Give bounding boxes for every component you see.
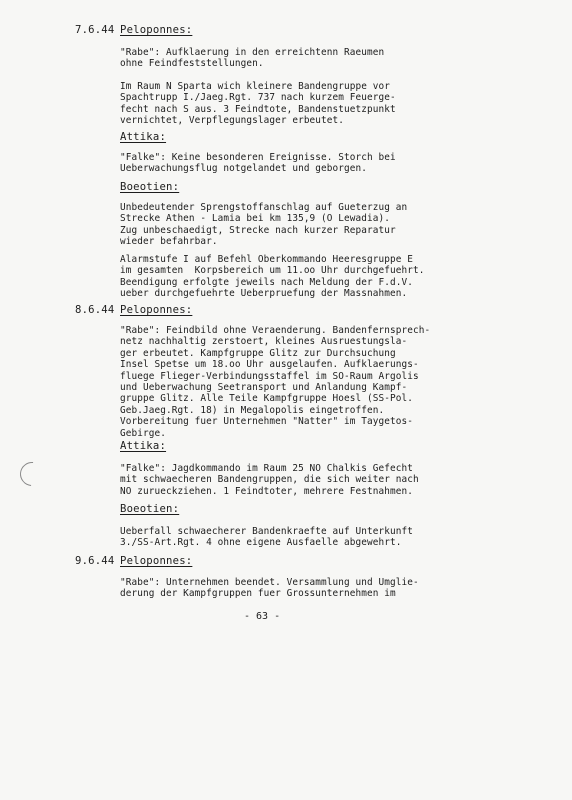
paragraph: "Falke": Jagdkommando im Raum 25 NO Chalkis Gefecht mit schwaecheren Bandengruppen, die sich weiter nach NO zurueckziehen. 1 Feindtoter, mehrere Festnahmen. [120,463,419,497]
section-heading-peloponnes: Peloponnes: [120,555,193,567]
paragraph: "Falke": Keine besonderen Ereignisse. Storch bei Ueberwachungsflug notgelandet und geborgen. [120,152,396,175]
page-number: - 63 - [244,611,281,622]
paragraph: Im Raum N Sparta wich kleinere Bandengruppe vor Spachtrupp I./Jaeg.Rgt. 737 nach kurzem Feuerge- fecht nach S aus. 3 Feindtote, Bandenstuetzpunkt vernichtet, Verpflegungslager erbeutet. [120,81,396,127]
paragraph: Alarmstufe I auf Befehl Oberkommando Heeresgruppe E im gesamten Korpsbereich um 11.oo Uhr durchgefuehrt. Beendigung erfolgte jeweils nach Meldung der F.d.V. ueber durchgefuehrte Ueberpruefung der Massnahmen. [120,254,425,300]
punch-hole-mark [15,457,49,491]
paragraph: "Rabe": Feindbild ohne Veraenderung. Bandenfernsprech- netz nachhaltig zerstoert, kleines Ausruestungsla- ger erbeutet. Kampfgruppe Glitz zur Durchsuchung Insel Spetse um 18.oo Uhr ausgelaufen. Aufklaerungs- fluege Flieger-Verbindungsstaffel im SO-Raum Argolis und Ueberwachung Seetransport und Anlandung Kampf- gruppe Glitz. Alle Teile Kampfgruppe Hoesl (SS-Pol. Geb.Jaeg.Rgt. 18) in Megalopolis eingetroffen. Vorbereitung fuer Unternehmen "Natter" im Taygetos- Gebirge. [120,325,431,439]
section-heading-peloponnes: Peloponnes: [120,304,193,316]
entry-date: 8.6.44 [75,304,115,316]
paragraph: Ueberfall schwaecherer Bandenkraefte auf Unterkunft 3./SS-Art.Rgt. 4 ohne eigene Ausfaelle abgewehrt. [120,526,413,549]
section-heading-attika: Attika: [120,131,167,143]
paragraph: Unbedeutender Sprengstoffanschlag auf Gueterzug an Strecke Athen - Lamia bei km 135,9 (O Lewadia). Zug unbeschaedigt, Strecke nach kurzer Reparatur wieder befahrbar. [120,202,408,248]
paragraph: "Rabe": Aufklaerung in den erreichtenn Raeumen ohne Feindfeststellungen. [120,47,385,70]
section-heading-attika: Attika: [120,440,167,452]
paragraph: "Rabe": Unternehmen beendet. Versammlung und Umglie- derung der Kampfgruppen fuer Grossunternehmen im [120,577,419,600]
section-heading-boeotien: Boeotien: [120,503,180,515]
entry-date: 9.6.44 [75,555,115,567]
section-heading-peloponnes: Peloponnes: [120,24,193,36]
section-heading-boeotien: Boeotien: [120,181,180,193]
entry-date: 7.6.44 [75,24,115,36]
